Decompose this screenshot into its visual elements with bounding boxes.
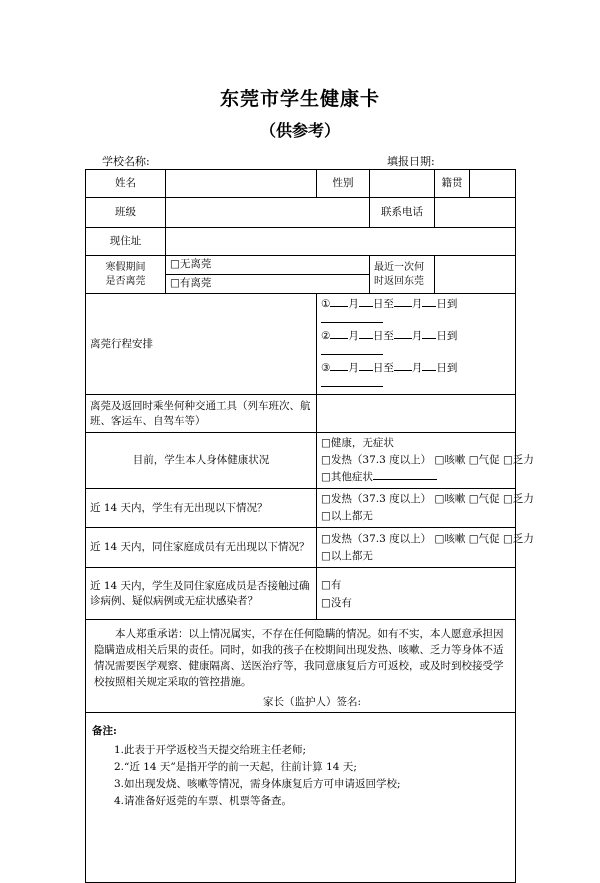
report-date-label: 填报日期:	[387, 155, 435, 168]
health-status-label: 目前，学生本人身体健康状况	[86, 433, 317, 489]
signature-label: 家长（监护人）签名:	[262, 696, 361, 708]
pledge-text: 本人郑重承诺：以上情况属实，不存在任何隐瞒的情况。如有不实，本人愿意承担因隐瞒造成相关后果的责任。同时，如我的孩子在校期间出现发热、咳嗽、乏力等身体不适情况需要医学观察、健康隔离、送医治疗等，我同意康复后方可返校，或及时到校接受学校按照相关规定采取的管控措施。	[94, 628, 504, 688]
student-symptoms-options	[317, 489, 534, 528]
none-checkbox[interactable]: □以上都无	[321, 510, 373, 522]
contact-field[interactable]	[435, 198, 516, 228]
fever-checkbox[interactable]: □发热（37.3 度以上）	[321, 532, 432, 545]
not-left-checkbox[interactable]: □无离莞	[166, 256, 369, 275]
gender-field[interactable]	[370, 170, 435, 198]
school-name-label: 学校名称:	[102, 155, 150, 168]
contact-case-options	[317, 568, 516, 620]
notes-title: 备注:	[92, 725, 117, 737]
none-checkbox[interactable]: □以上都无	[321, 549, 373, 562]
last-return-label	[370, 256, 435, 294]
note-item: 1.此表于开学返校当天提交给班主任老师;	[114, 744, 307, 756]
fatigue-checkbox[interactable]: □乏力	[503, 532, 534, 545]
itinerary-label: 离莞行程安排	[86, 294, 317, 395]
short-breath-checkbox[interactable]: □气促	[468, 532, 500, 545]
class-label: 班级	[86, 198, 166, 228]
gender-label: 性别	[317, 170, 370, 198]
contact-no-checkbox[interactable]: □没有	[321, 596, 352, 609]
origin-field[interactable]	[470, 170, 516, 198]
last-return-line2: 时返回东莞	[374, 275, 424, 287]
note-item: 4.请准备好返莞的车票、机票等备查。	[114, 795, 293, 807]
pledge-cell	[86, 620, 516, 713]
name-label: 姓名	[86, 170, 166, 198]
healthy-checkbox[interactable]: □健康，无症状	[321, 437, 394, 449]
fever-checkbox[interactable]: □发热（37.3 度以上）	[321, 454, 432, 466]
short-breath-checkbox[interactable]: □气促	[468, 493, 500, 505]
family-symptoms-label: 近 14 天内，同住家庭成员有无出现以下情况？	[86, 528, 317, 568]
note-item: 3.如出现发烧、咳嗽等情况，需身体康复后方可申请返回学校;	[114, 778, 401, 790]
class-field[interactable]	[166, 198, 370, 228]
address-field[interactable]	[166, 228, 516, 256]
cough-checkbox[interactable]: □咳嗽	[434, 493, 466, 505]
health-status-options	[317, 433, 534, 489]
note-item: 2.“近 14 天”是指开学的前一天起，往前计算 14 天;	[114, 761, 357, 773]
last-return-field[interactable]	[435, 256, 516, 294]
page-title: 东莞市学生健康卡	[219, 88, 380, 110]
itinerary-row[interactable]: ② 月 日至 月 日到	[321, 328, 511, 360]
contact-yes-checkbox[interactable]: □有	[321, 578, 342, 591]
cough-checkbox[interactable]: □咳嗽	[434, 454, 466, 466]
left-dg-line1: 寒假期间	[105, 261, 146, 273]
itinerary-rows	[317, 294, 516, 395]
family-symptoms-options	[317, 528, 534, 568]
origin-label: 籍贯	[435, 170, 470, 198]
transport-label: 离莞及返回时乘坐何种交通工具（列车班次、航班、客运车、自驾车等）	[86, 395, 317, 433]
page-subtitle: （供参考）	[259, 121, 340, 140]
left-dongguan-label	[86, 256, 166, 294]
transport-field[interactable]	[317, 395, 516, 433]
name-field[interactable]	[166, 170, 317, 198]
itinerary-row[interactable]: ③ 月 日至 月 日到	[321, 360, 511, 392]
student-symptoms-label: 近 14 天内，学生有无出现以下情况？	[86, 489, 317, 528]
other-symptoms-blank[interactable]	[373, 479, 437, 480]
short-breath-checkbox[interactable]: □气促	[468, 454, 500, 466]
left-dongguan-options	[166, 256, 370, 294]
cough-checkbox[interactable]: □咳嗽	[434, 532, 466, 545]
fatigue-checkbox[interactable]: □乏力	[503, 454, 534, 466]
address-label: 现住址	[86, 228, 166, 256]
health-card-table	[85, 169, 534, 883]
contact-case-label: 近 14 天内，学生及同住家庭成员是否接触过确诊病例、疑似病例或无症状感染者？	[86, 568, 317, 620]
itinerary-row[interactable]: ① 月 日至 月 日到	[321, 296, 511, 328]
last-return-line1: 最近一次何	[374, 261, 424, 273]
fatigue-checkbox[interactable]: □乏力	[503, 493, 534, 505]
contact-label: 联系电话	[370, 198, 435, 228]
other-symptoms-checkbox[interactable]: □其他症状	[321, 471, 373, 483]
fever-checkbox[interactable]: □发热（37.3 度以上）	[321, 493, 432, 505]
has-left-checkbox[interactable]: □有离莞	[170, 277, 212, 289]
left-dg-line2: 是否离莞	[105, 275, 146, 287]
notes-cell	[86, 713, 516, 883]
